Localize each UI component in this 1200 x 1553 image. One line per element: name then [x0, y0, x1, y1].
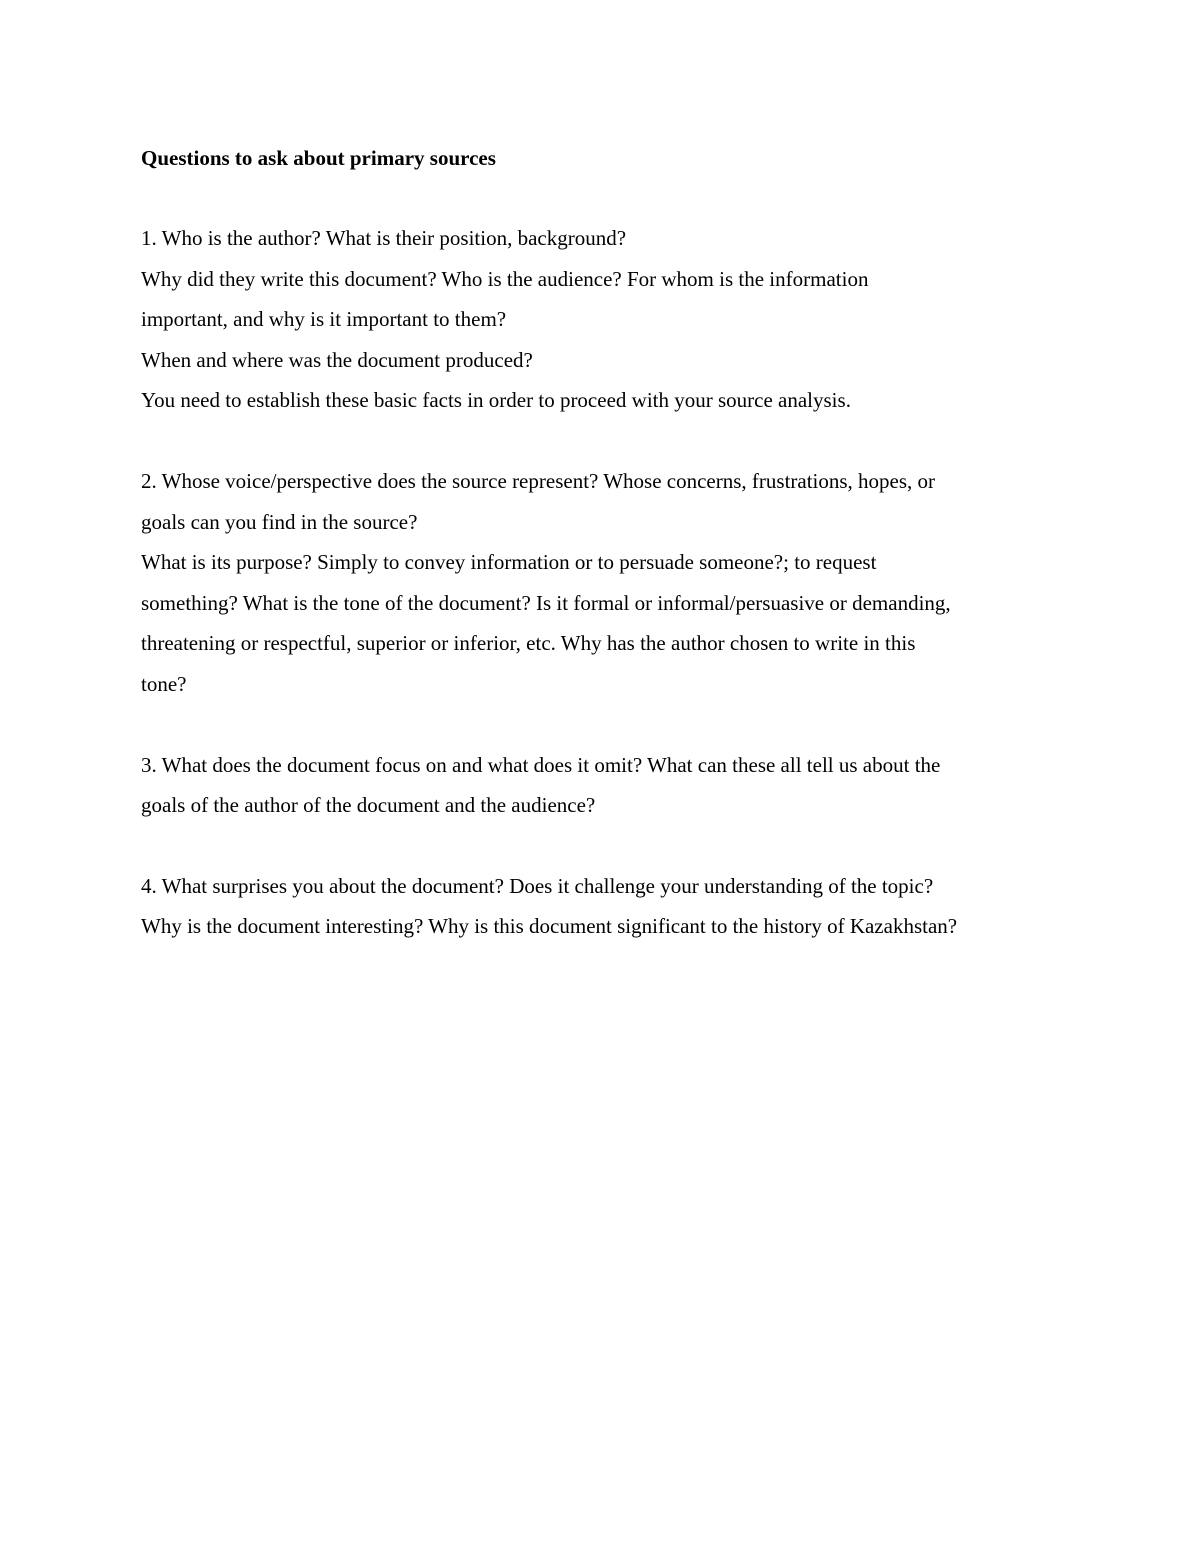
question-line: When and where was the document produced? — [141, 347, 533, 372]
question-line: goals of the author of the document and the audience? — [141, 793, 596, 818]
document-title: Questions to ask about primary sources — [141, 146, 496, 170]
question-line: goals can you find in the source? — [141, 509, 418, 534]
question-line: 1. Who is the author? What is their position, background? — [141, 226, 627, 250]
question-line: something? What is the tone of the document? Is it formal or informal/persuasive or demanding, — [141, 590, 951, 615]
question-line: threatening or respectful, superior or inferior, etc. Why has the author chosen to write in this — [141, 631, 916, 656]
document-content — [141, 138, 1071, 987]
question-1 — [141, 218, 1071, 421]
question-line: 2. Whose voice/perspective does the source represent? Whose concerns, frustrations, hopes, or — [141, 468, 936, 493]
question-2 — [141, 461, 1071, 705]
question-line: important, and why is it important to them? — [141, 307, 507, 332]
question-line: 3. What does the document focus on and what does it omit? What can these all tell us about the — [141, 752, 941, 777]
question-line: What is its purpose? Simply to convey information or to persuade someone?; to request — [141, 550, 877, 575]
question-3 — [141, 745, 1071, 826]
question-line: 4. What surprises you about the document? Does it challenge your understanding of the topic? — [141, 873, 934, 898]
question-4 — [141, 866, 1071, 947]
question-line: Why did they write this document? Who is the audience? For whom is the information — [141, 266, 869, 291]
question-line: Why is the document interesting? Why is this document significant to the history of Kazakhstan? — [141, 914, 958, 939]
question-line: tone? — [141, 671, 187, 696]
question-line: You need to establish these basic facts in order to proceed with your source analysis. — [141, 388, 851, 413]
